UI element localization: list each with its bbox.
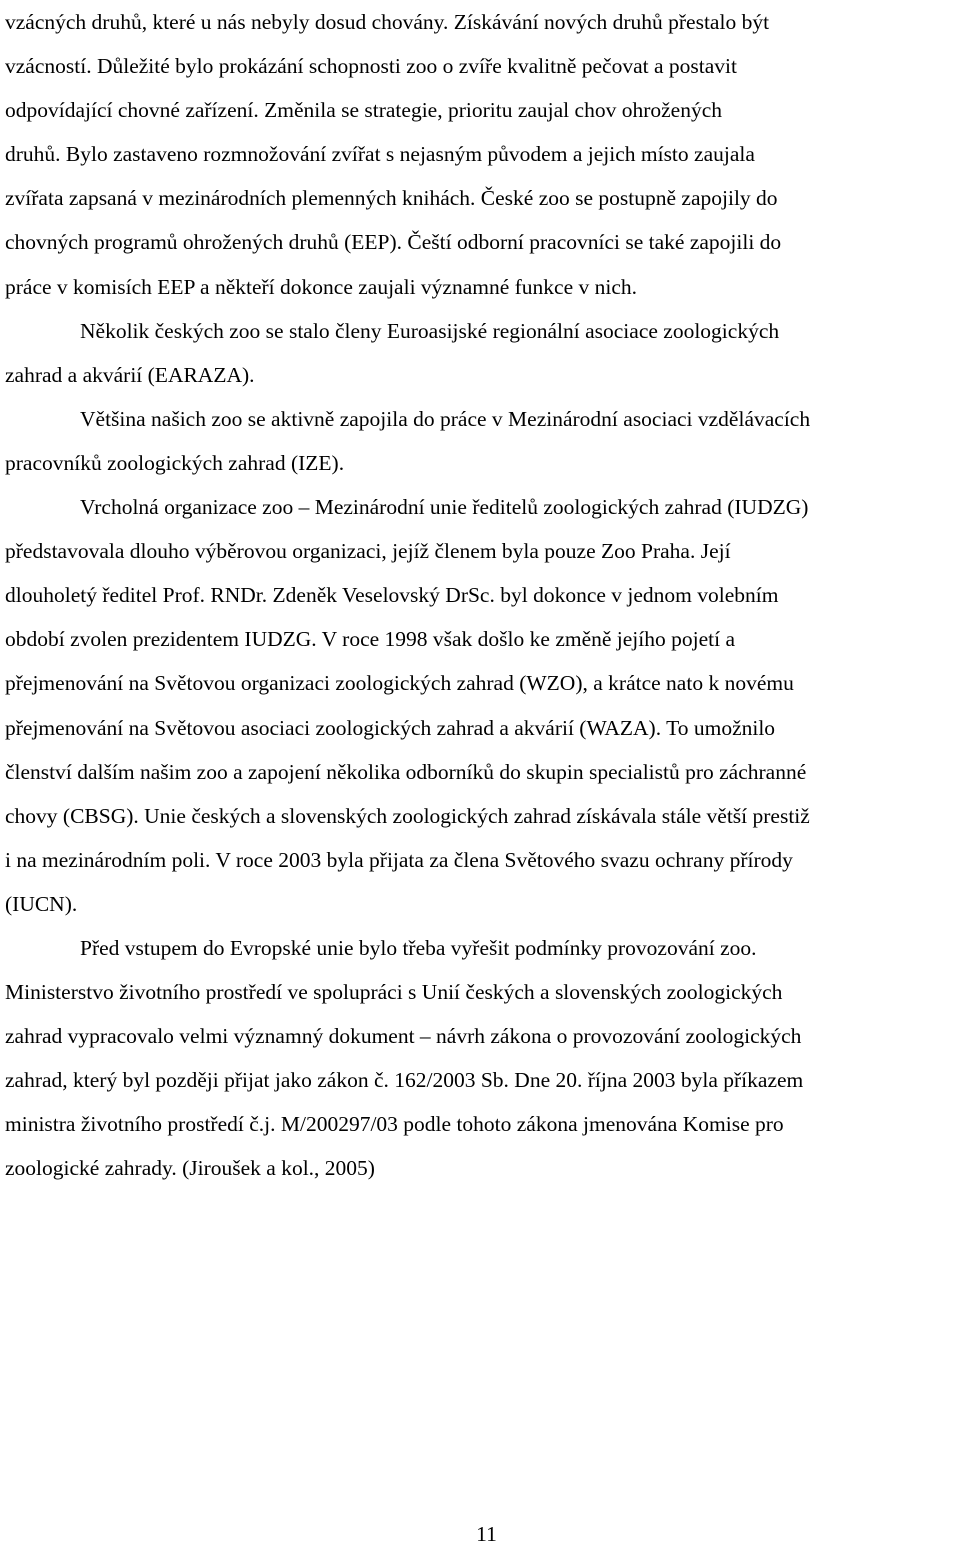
text-line: ministra životního prostředí č.j. M/200297/03 podle tohoto zákona jmenována Komise pro bbox=[5, 1112, 784, 1137]
text-line: přejmenování na Světovou organizaci zoologických zahrad (WZO), a krátce nato k novému bbox=[5, 671, 794, 696]
text-line: i na mezinárodním poli. V roce 2003 byla přijata za člena Světového svazu ochrany přírody bbox=[5, 847, 793, 872]
text-line: zahrad a akvárií (EARAZA). bbox=[5, 362, 255, 387]
text-line: druhů. Bylo zastaveno rozmnožování zvířat s nejasným původem a jejich místo zaujala bbox=[5, 142, 755, 167]
text-line: Ministerstvo životního prostředí ve spolupráci s Unií českých a slovenských zoologických bbox=[5, 980, 783, 1005]
text-line: zoologické zahrady. (Jiroušek a kol., 2005) bbox=[5, 1156, 375, 1181]
text-line: odpovídající chovné zařízení. Změnila se strategie, prioritu zaujal chov ohrožených bbox=[5, 98, 722, 123]
text-line: období zvolen prezidentem IUDZG. V roce 1998 však došlo ke změně jejího pojetí a bbox=[5, 627, 736, 652]
text-line: přejmenování na Světovou asociaci zoologických zahrad a akvárií (WAZA). To umožnilo bbox=[5, 715, 776, 740]
text-line: (IUCN). bbox=[5, 891, 78, 916]
paragraph-first-line: Několik českých zoo se stalo členy Euroasijské regionální asociace zoologických bbox=[80, 318, 780, 343]
text-line: chovy (CBSG). Unie českých a slovenských zoologických zahrad získávala stále větší prestiž bbox=[5, 803, 810, 828]
text-line: dlouholetý ředitel Prof. RNDr. Zdeněk Veselovský DrSc. byl dokonce v jednom volebním bbox=[5, 583, 779, 608]
paragraph-first-line: Většina našich zoo se aktivně zapojila do práce v Mezinárodní asociaci vzdělávacích bbox=[80, 406, 811, 431]
document-body bbox=[5, 0, 960, 1191]
text-line: vzácností. Důležité bylo prokázání schopnosti zoo o zvíře kvalitně pečovat a postavit bbox=[5, 54, 737, 79]
text-line: zvířata zapsaná v mezinárodních plemenných knihách. České zoo se postupně zapojily do bbox=[5, 186, 778, 211]
page-number: 11 bbox=[476, 1522, 497, 1546]
text-line: práce v komisích EEP a někteří dokonce zaujali významné funkce v nich. bbox=[5, 274, 638, 299]
text-line: zahrad vypracovalo velmi významný dokument – návrh zákona o provozování zoologických bbox=[5, 1024, 802, 1049]
text-line: představovala dlouho výběrovou organizaci, jejíž členem byla pouze Zoo Praha. Její bbox=[5, 539, 731, 564]
text-line: členství dalším našim zoo a zapojení několika odborníků do skupin specialistů pro záchranné bbox=[5, 759, 807, 784]
text-line: chovných programů ohrožených druhů (EEP). Čeští odborní pracovníci se také zapojili do bbox=[5, 230, 782, 255]
paragraph-first-line: Před vstupem do Evropské unie bylo třeba vyřešit podmínky provozování zoo. bbox=[80, 935, 757, 960]
paragraph-first-line: Vrcholná organizace zoo – Mezinárodní unie ředitelů zoologických zahrad (IUDZG) bbox=[80, 495, 809, 520]
text-line: zahrad, který byl později přijat jako zákon č. 162/2003 Sb. Dne 20. října 2003 byla příkazem bbox=[5, 1068, 804, 1093]
text-line: vzácných druhů, které u nás nebyly dosud chovány. Získávání nových druhů přestalo být bbox=[5, 10, 770, 34]
text-line: pracovníků zoologických zahrad (IZE). bbox=[5, 450, 345, 475]
